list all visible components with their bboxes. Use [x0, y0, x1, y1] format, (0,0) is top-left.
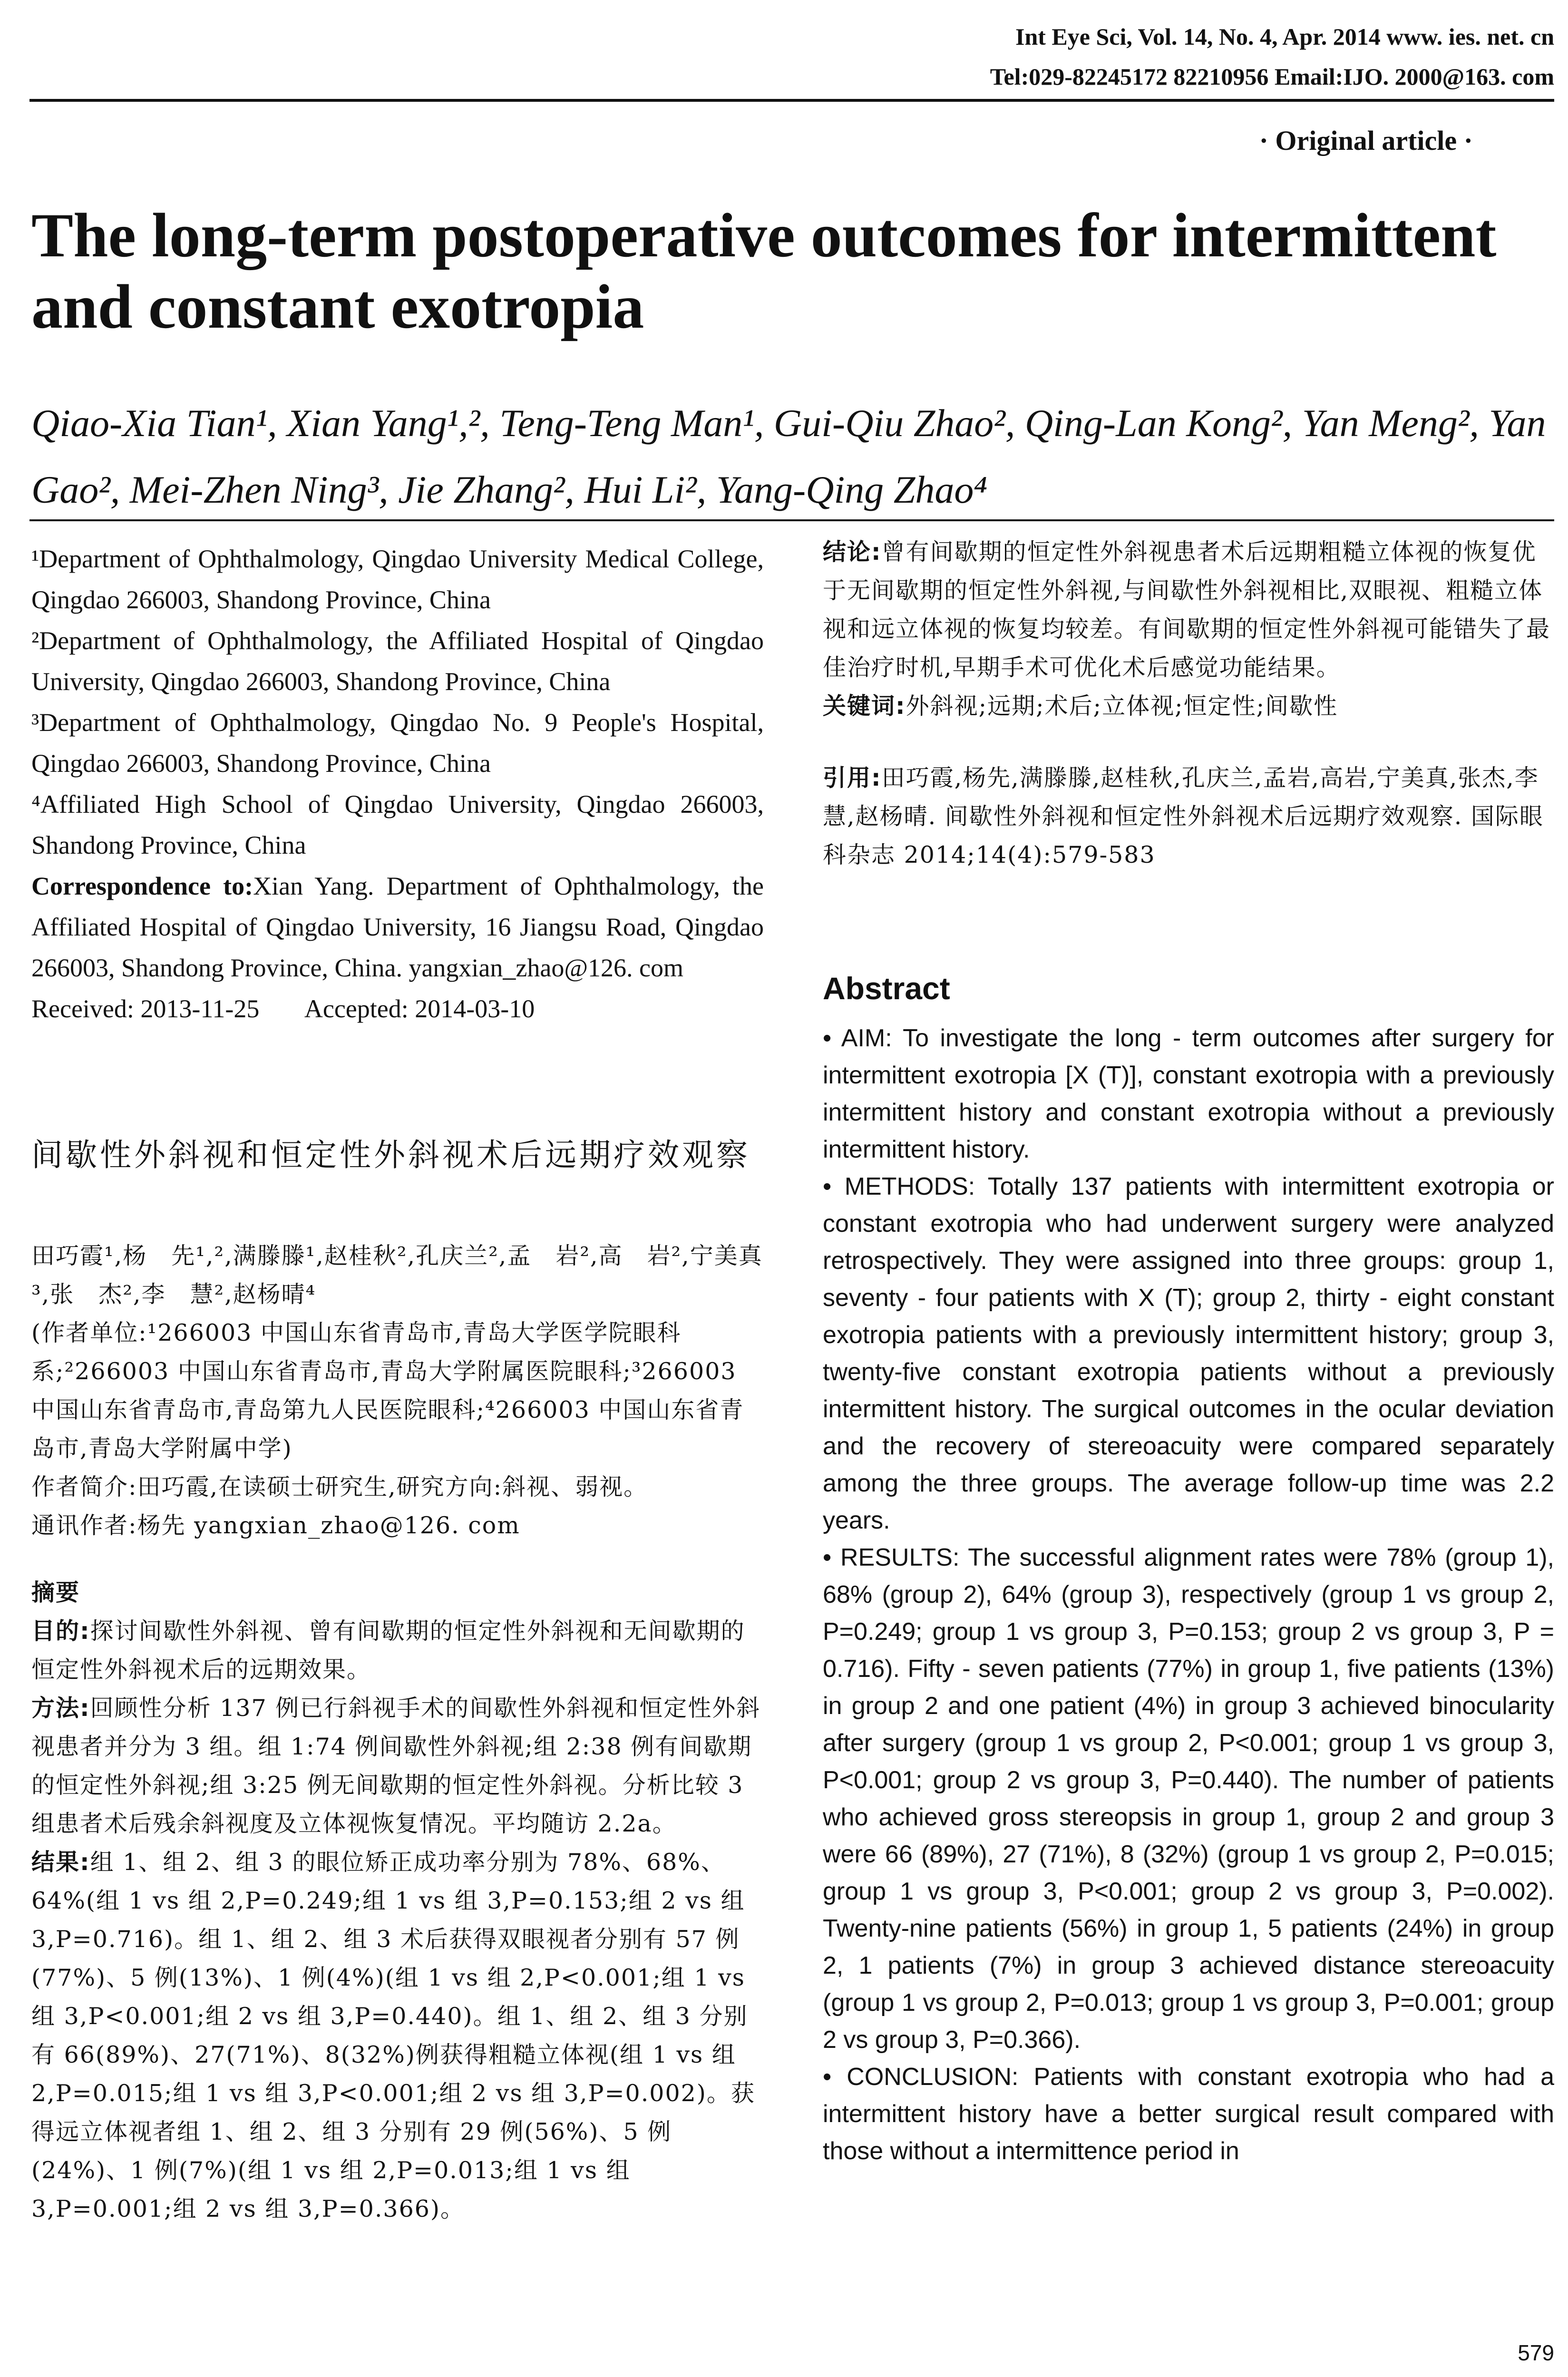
cn-conclusion: [823, 533, 1554, 687]
article-type: · Original article ·: [1259, 125, 1473, 156]
affiliations-block: [31, 538, 764, 1029]
page-number: 579: [1518, 2340, 1554, 2365]
cn-methods-label: 方法:: [31, 1695, 90, 1722]
cn-right-block: [823, 533, 1554, 874]
correspondence-text: Xian Yang. Department of Ophthalmology, the Affiliated Hospital of Qingdao University, 16 Jiangsu Road, Qingdao 266003, Shandong Province, China. yangxian_zhao@126. com: [31, 872, 764, 982]
cn-conclusion-label: 结论:: [823, 538, 882, 565]
cn-front-matter: [31, 1237, 764, 2228]
cn-keywords-label: 关键词:: [823, 692, 906, 720]
cn-keywords: [823, 687, 1554, 725]
cn-aim-label: 目的:: [31, 1617, 90, 1645]
cn-title: 间歇性外斜视和恒定性外斜视术后远期疗效观察: [31, 1137, 750, 1173]
cn-authors: 田巧霞¹,杨 先¹,²,满滕滕¹,赵桂秋²,孔庆兰²,孟 岩²,高 岩²,宁美真³,张 杰²,李 慧²,赵杨晴⁴: [31, 1242, 763, 1308]
correspondence: [31, 866, 764, 988]
affiliation: ³Department of Ophthalmology, Qingdao No. 9 People's Hospital, Qingdao 266003, Shandong Province, China: [31, 708, 764, 778]
abstract-results: • RESULTS: The successful alignment rates were 78% (group 1), 68% (group 2), 64% (group 3), respectively (group 1 vs group 2, P=0.249; group 1 vs group 3, P=0.153; group 2 vs group 3, P = 0.716). Fifty - seven patients (77%) in group 1, five patients (13%) in group 2 and one patient (4%) in group 3 achieved binocularity after surgery (group 1 vs group 2, P<0.001; group 1 vs group 3, P<0.001; group 2 vs group 3, P=0.440). The number of patients who achieved gross stereopsis in group 1, group 2 and group 3 were 66 (89%), 27 (71%), 8 (32%) (group 1 vs group 2, P=0.015; group 1 vs group 3, P<0.001; group 2 vs group 3, P=0.002). Twenty-nine patients (56%) in group 1, 5 patients (24%) in group 2, 1 patients (7%) in group 3 achieved distance stereoacuity (group 1 vs group 2, P=0.013; group 1 vs group 3, P=0.001; group 2 vs group 3, P=0.366).: [823, 1544, 1554, 2054]
header-rule: [29, 99, 1554, 102]
cn-citation-label: 引用:: [823, 764, 882, 791]
correspondence-label: Correspondence to:: [31, 872, 253, 900]
cn-results-text: 组 1、组 2、组 3 的眼位矫正成功率分别为 78%、68%、64%(组 1 vs 组 2,P=0.249;组 1 vs 组 3,P=0.153;组 2 vs 组 3,P=0.716)。组 1、组 2、组 3 术后获得双眼视者分别有 57 例(77%)、5 例(13%)、1 例(4%)(组 1 vs 组 2,P<0.001;组 1 vs 组 3,P<0.001;组 2 vs 组 3,P=0.440)。组 1、组 2、组 3 分别有 66(89%)、27(71%)、8(32%)例获得粗糙立体视(组 1 vs 组 2,P=0.015;组 1 vs 组 3,P<0.001;组 2 vs 组 3,P=0.002)。获得远立体视者组 1、组 2、组 3 分别有 29 例(56%)、5 例(24%)、1 例(7%)(组 1 vs 组 2,P=0.013;组 1 vs 组 3,P=0.001;组 2 vs 组 3,P=0.366)。: [31, 1849, 755, 2222]
abstract-aim: • AIM: To investigate the long - term outcomes after surgery for intermittent exotropia [X (T)], constant exotropia with a previously intermittent history and constant exotropia without a previously intermittent history.: [823, 1024, 1554, 1163]
cn-aim: [31, 1612, 764, 1689]
affiliation: ²Department of Ophthalmology, the Affiliated Hospital of Qingdao University, Qingdao 266003, Shandong Province, China: [31, 626, 764, 696]
cn-aim-text: 探讨间歇性外斜视、曾有间歇期的恒定性外斜视和无间歇期的恒定性外斜视术后的远期效果。: [31, 1617, 745, 1683]
paper-title: The long-term postoperative outcomes for intermittent and constant exotropia: [31, 200, 1497, 341]
affiliation: ⁴Affiliated High School of Qingdao University, Qingdao 266003, Shandong Province, China: [31, 790, 764, 859]
affiliation: ¹Department of Ophthalmology, Qingdao University Medical College, Qingdao 266003, Shandong Province, China: [31, 545, 764, 614]
cn-methods: [31, 1689, 764, 1843]
cn-results: [31, 1843, 764, 2228]
journal-header-line2: Tel:029-82245172 82210956 Email:IJO. 2000@163. com: [990, 63, 1554, 90]
cn-methods-text: 回顾性分析 137 例已行斜视手术的间歇性外斜视和恒定性外斜视患者并分为 3 组。组 1:74 例间歇性外斜视;组 2:38 例有间歇期的恒定性外斜视;组 3:25 例无间歇期的恒定性外斜视。分析比较 3 组患者术后残余斜视度及立体视恢复情况。平均随访 2.2a。: [31, 1695, 761, 1837]
dates: [31, 988, 764, 1029]
cn-citation-text: 田巧霞,杨先,满滕滕,赵桂秋,孔庆兰,孟岩,高岩,宁美真,张杰,李慧,赵杨晴. 间歇性外斜视和恒定性外斜视术后远期疗效观察. 国际眼科杂志 2014;14(4):579-583: [823, 764, 1544, 868]
author-rule: [29, 519, 1554, 521]
cn-conclusion-text: 曾有间歇期的恒定性外斜视患者术后远期粗糙立体视的恢复优于无间歇期的恒定性外斜视,与间歇性外斜视相比,双眼视、粗糙立体视和远立体视的恢复均较差。有间歇期的恒定性外斜视可能错失了最佳治疗时机,早期手术可优化术后感觉功能结果。: [823, 538, 1551, 681]
journal-header-line1: Int Eye Sci, Vol. 14, No. 4, Apr. 2014 www. ies. net. cn: [1015, 23, 1554, 50]
author-list: Qiao-Xia Tian¹, Xian Yang¹,², Teng-Teng Man¹, Gui-Qiu Zhao², Qing-Lan Kong², Yan Meng², Yan Gao², Mei-Zhen Ning³, Jie Zhang², Hui Li², Yang-Qing Zhao⁴: [31, 401, 1546, 511]
abstract-methods: • METHODS: Totally 137 patients with intermittent exotropia or constant exotropia who had underwent surgery were analyzed retrospectively. They were assigned into three groups: group 1, seventy - four patients with X (T); group 2, thirty - eight constant exotropia patients with a previously intermittent history; group 3, twenty-five constant exotropia patients without a previously intermittent history. The surgical outcomes in the ocular deviation and the recovery of stereoacuity were compared separately among the three groups. The average follow-up time was 2.2 years.: [823, 1173, 1554, 1534]
cn-contact: 通讯作者:杨先 yangxian_zhao@126. com: [31, 1512, 520, 1539]
abstract-heading: Abstract: [823, 971, 950, 1006]
cn-citation: [823, 759, 1554, 874]
abstract-body: [823, 1020, 1554, 2170]
accepted-date: Accepted: 2014-03-10: [304, 994, 535, 1023]
cn-keywords-text: 外斜视;远期;术后;立体视;恒定性;间歇性: [906, 692, 1338, 720]
abstract-conclusion: • CONCLUSION: Patients with constant exotropia who had a intermittent history have a better surgical result compared with those without a intermittence period in: [823, 2063, 1554, 2165]
received-date: Received: 2013-11-25: [31, 994, 260, 1023]
cn-units: (作者单位:¹266003 中国山东省青岛市,青岛大学医学院眼科系;²266003 中国山东省青岛市,青岛大学附属医院眼科;³266003 中国山东省青岛市,青岛第九人民医院眼科;⁴266003 中国山东省青岛市,青岛大学附属中学): [31, 1319, 744, 1462]
cn-abstract-head: 摘要: [31, 1579, 80, 1606]
cn-bio: 作者简介:田巧霞,在读硕士研究生,研究方向:斜视、弱视。: [31, 1473, 648, 1500]
cn-results-label: 结果:: [31, 1849, 90, 1876]
